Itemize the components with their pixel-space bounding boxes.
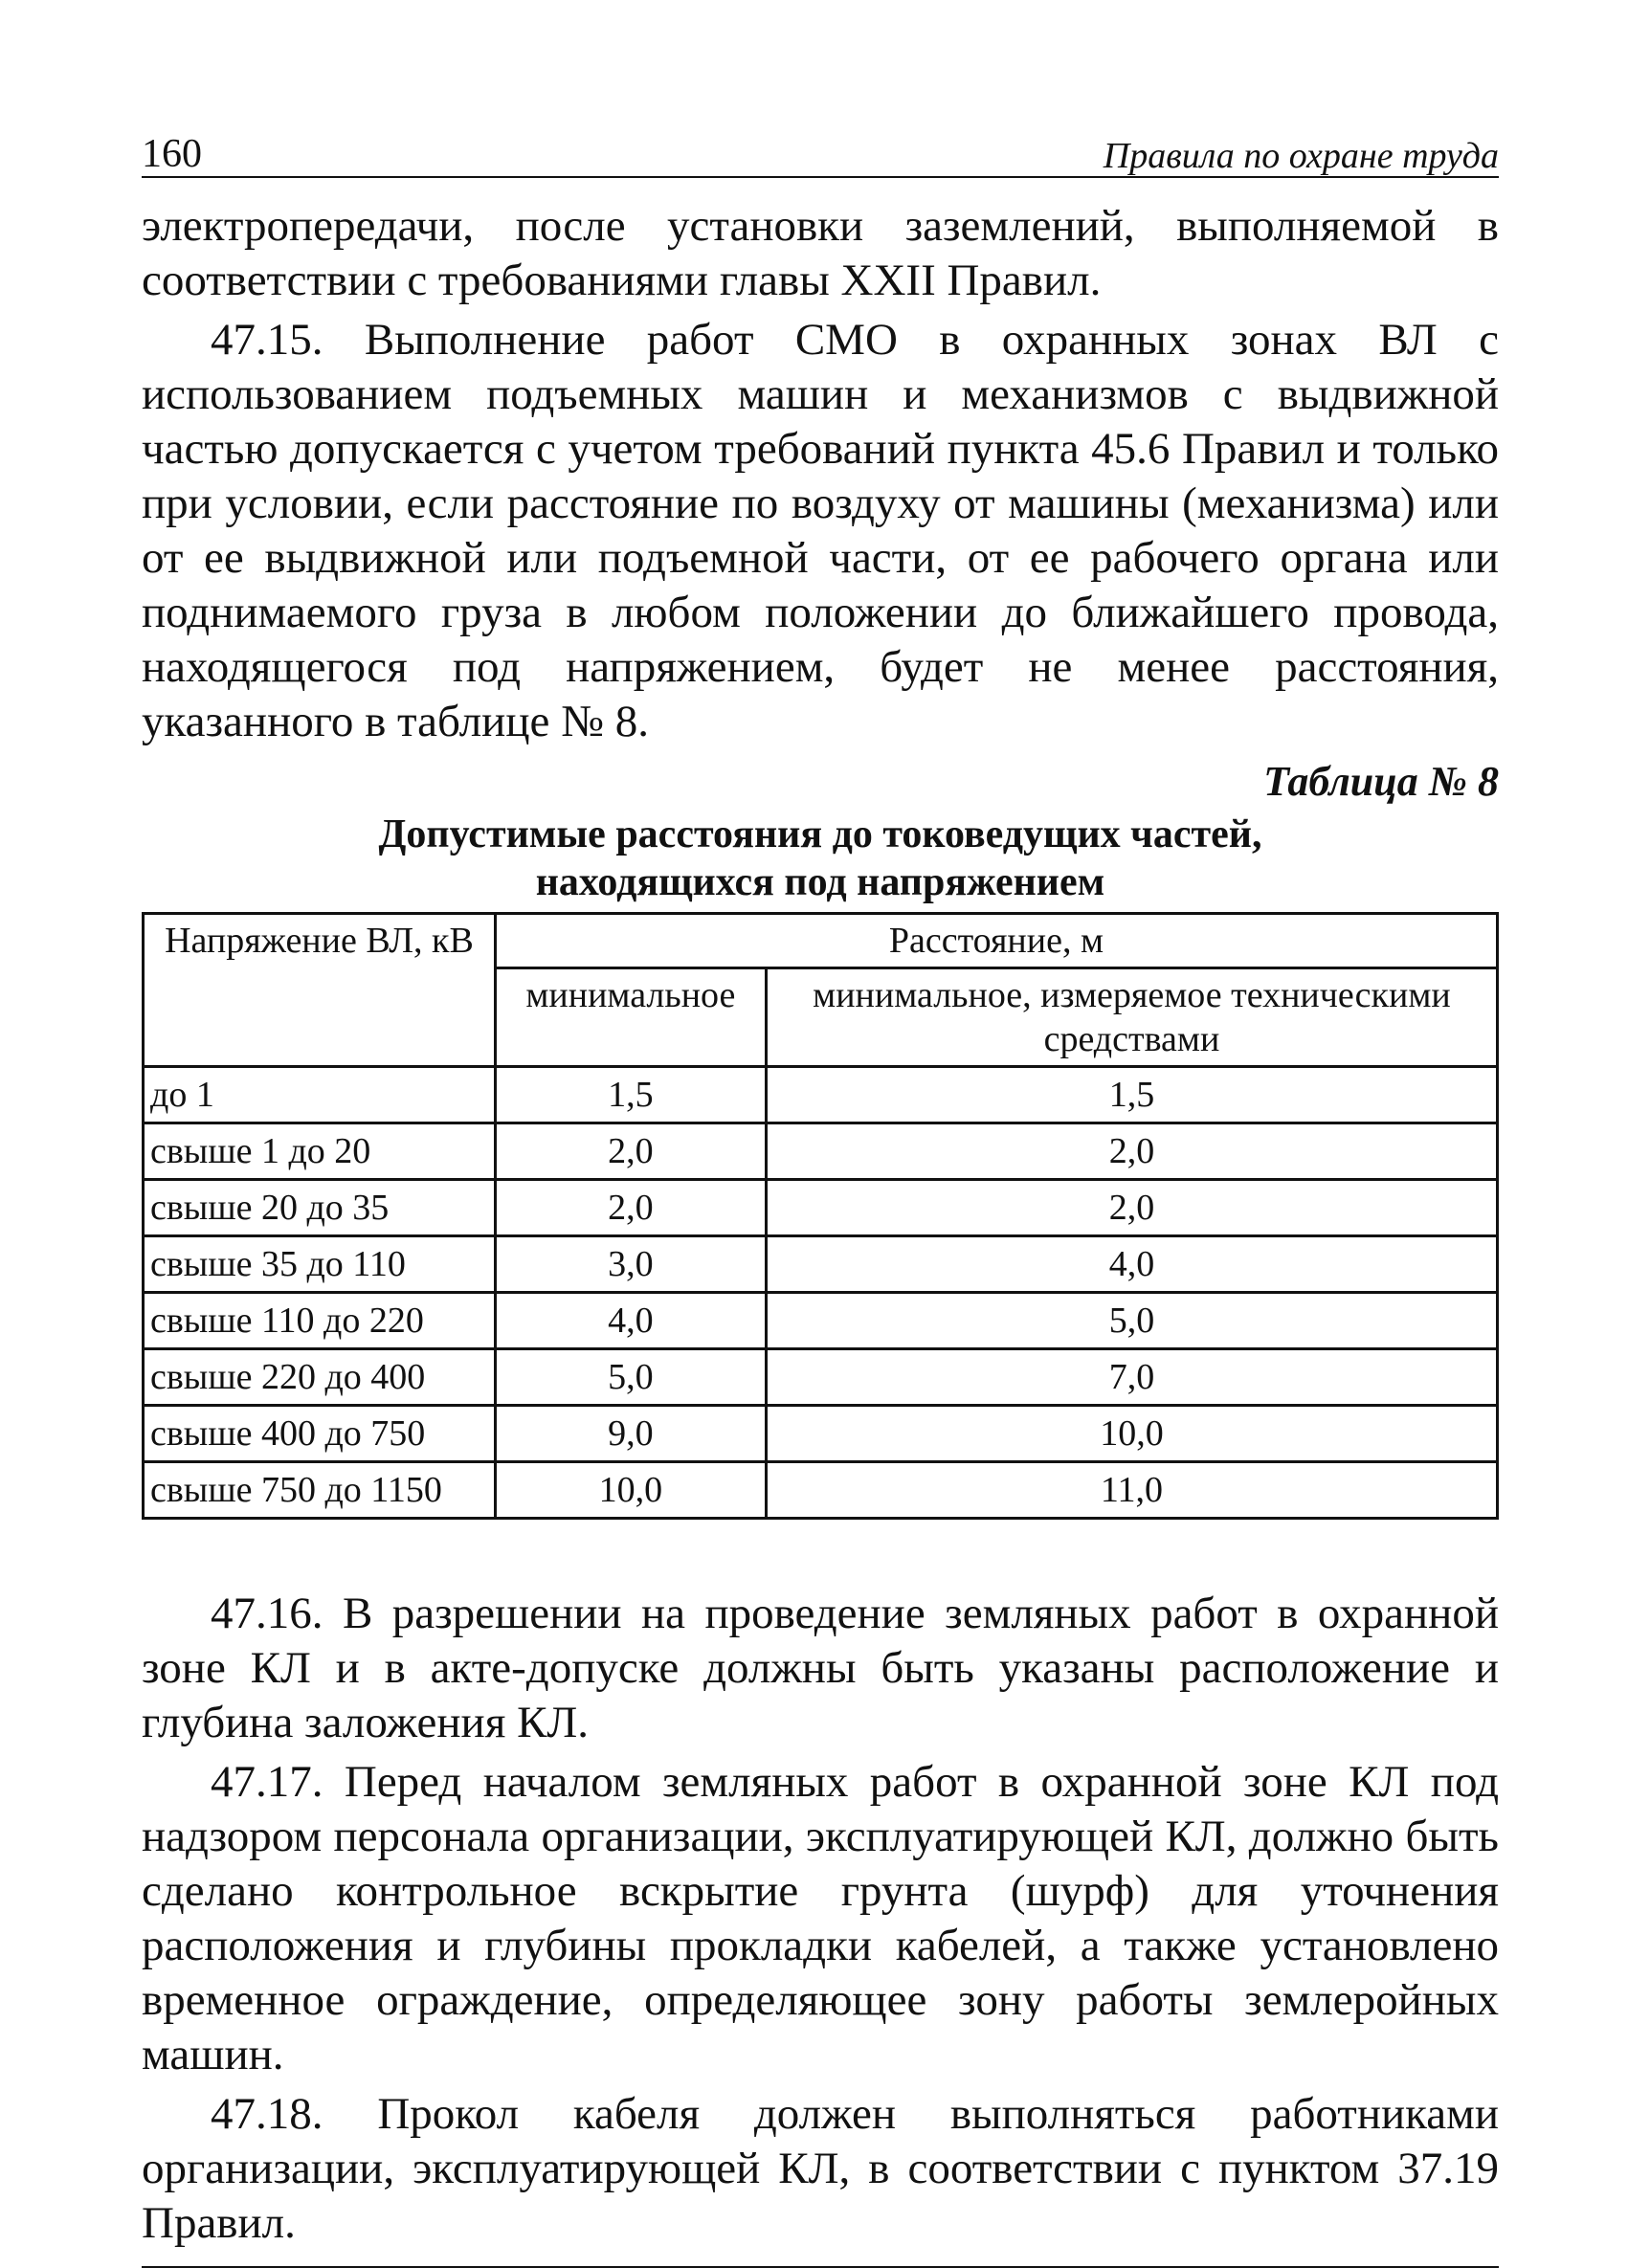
table-title-line-1: Допустимые расстояния до токоведущих частей, bbox=[378, 812, 1262, 856]
table-caption: Таблица № 8 bbox=[1263, 758, 1499, 805]
distances-table bbox=[142, 912, 1499, 1520]
table-title-line-2: находящихся под напряжением bbox=[535, 860, 1105, 904]
min-distance-cell: 1,5 bbox=[495, 1067, 766, 1123]
paragraph-47-15: 47.15. Выполнение работ СМО в охранных зонах ВЛ с использованием подъемных машин и механизмов с выдвижной частью допускается с учетом требований пункта 45.6 Правил и только при условии, если расстояние по воздуху от машины (механизма) или от ее выдвижной или подъемной части, от ее рабочего органа или поднимаемого груза в любом положении до ближайшего провода, находящегося под напряжением, будет не менее расстояния, указанного в таблице № 8. bbox=[142, 315, 1499, 746]
page-number: 160 bbox=[142, 132, 202, 176]
measured-distance-cell: 2,0 bbox=[766, 1180, 1497, 1236]
min-distance-cell: 10,0 bbox=[495, 1462, 766, 1519]
table-row bbox=[144, 1293, 1498, 1349]
table-row bbox=[144, 1462, 1498, 1519]
measured-distance-cell: 4,0 bbox=[766, 1236, 1497, 1293]
min-distance-cell: 4,0 bbox=[495, 1293, 766, 1349]
min-distance-cell: 3,0 bbox=[495, 1236, 766, 1293]
min-distance-cell: 2,0 bbox=[495, 1123, 766, 1180]
min-distance-cell: 5,0 bbox=[495, 1349, 766, 1406]
paragraph-47-16: 47.16. В разрешении на проведение земляных работ в охранной зоне КЛ и в акте-допуске должны быть указаны расположение и глубина заложения КЛ. bbox=[142, 1589, 1499, 1747]
table-row bbox=[144, 1123, 1498, 1180]
voltage-cell: свыше 35 до 110 bbox=[144, 1236, 496, 1293]
table-row bbox=[144, 1406, 1498, 1462]
running-title: Правила по охране труда bbox=[1103, 136, 1499, 176]
min-distance-cell: 9,0 bbox=[495, 1406, 766, 1462]
table-row bbox=[144, 1349, 1498, 1406]
document-page bbox=[142, 115, 1499, 2268]
table-row bbox=[144, 1067, 1498, 1123]
measured-distance-cell: 7,0 bbox=[766, 1349, 1497, 1406]
continuation-paragraph: электропередачи, после установки заземлений, выполняемой в соответствии с требованиями главы XXII Правил. bbox=[142, 201, 1499, 305]
voltage-cell: свыше 20 до 35 bbox=[144, 1180, 496, 1236]
min-distance-cell: 2,0 bbox=[495, 1180, 766, 1236]
voltage-cell: свыше 750 до 1150 bbox=[144, 1462, 496, 1519]
table-row bbox=[144, 1236, 1498, 1293]
header-voltage: Напряжение ВЛ, кВ bbox=[144, 914, 496, 1067]
running-head bbox=[142, 115, 1499, 178]
voltage-cell: свыше 400 до 750 bbox=[144, 1406, 496, 1462]
measured-distance-cell: 10,0 bbox=[766, 1406, 1497, 1462]
voltage-cell: до 1 bbox=[144, 1067, 496, 1123]
table-row bbox=[144, 1180, 1498, 1236]
paragraph-47-17: 47.17. Перед началом земляных работ в охранной зоне КЛ под надзором персонала организации, эксплуатирующей КЛ, должно быть сделано контрольное вскрытие грунта (шурф) для уточнения расположения и глубины прокладки кабелей, а также установлено временное ограждение, определяющее зону работы землеройных машин. bbox=[142, 1757, 1499, 2079]
header-min: минимальное bbox=[495, 968, 766, 1067]
measured-distance-cell: 2,0 bbox=[766, 1123, 1497, 1180]
paragraph-47-18: 47.18. Прокол кабеля должен выполняться работниками организации, эксплуатирующей КЛ, в соответствии с пунктом 37.19 Правил. bbox=[142, 2089, 1499, 2248]
header-distance: Расстояние, м bbox=[495, 914, 1497, 968]
measured-distance-cell: 5,0 bbox=[766, 1293, 1497, 1349]
measured-distance-cell: 1,5 bbox=[766, 1067, 1497, 1123]
table-title bbox=[142, 811, 1499, 906]
measured-distance-cell: 11,0 bbox=[766, 1462, 1497, 1519]
voltage-cell: свыше 110 до 220 bbox=[144, 1293, 496, 1349]
header-min-measured: минимальное, измеряемое техническими средствами bbox=[766, 968, 1497, 1067]
voltage-cell: свыше 220 до 400 bbox=[144, 1349, 496, 1406]
voltage-cell: свыше 1 до 20 bbox=[144, 1123, 496, 1180]
